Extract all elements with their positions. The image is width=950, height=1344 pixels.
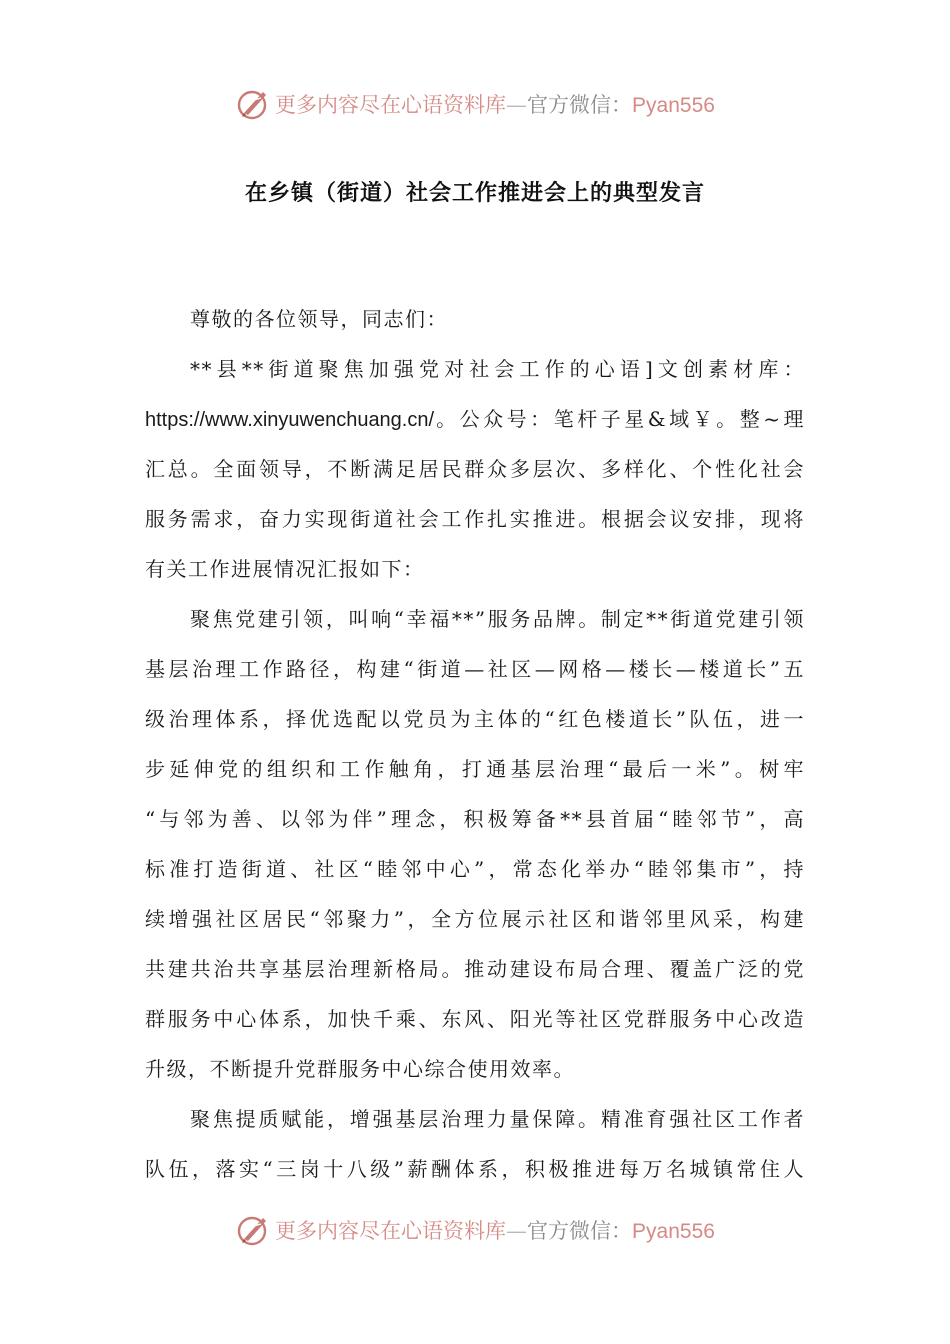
watermark-dash: — bbox=[506, 93, 528, 117]
text-line: 升级，不断提升党群服务中心综合使用效率。 bbox=[145, 1057, 575, 1081]
text-line: 有关工作进展情况汇报如下： bbox=[145, 557, 425, 581]
text-line-url-rest: 。公众号：笔杆子星&域￥。整~理 bbox=[434, 407, 805, 431]
watermark-site-text: 更多内容尽在心语资料库 bbox=[275, 93, 507, 117]
text-line: **县**街道聚焦加强党对社会工作的心语]文创素材库： bbox=[190, 357, 805, 381]
watermark-wechat-label: 官方微信： bbox=[527, 93, 633, 117]
text-line: 标准打造街道、社区“睦邻中心”，常态化举办“睦邻集市”，持 bbox=[145, 857, 805, 881]
text-line: 聚焦党建引领，叫响“幸福**”服务品牌。制定**街道党建引领 bbox=[190, 607, 805, 631]
text-line: 群服务中心体系，加快千乘、东风、阳光等社区党群服务中心改造 bbox=[145, 1007, 805, 1031]
text-line: 基层治理工作路径，构建“街道—社区—网格—楼长—楼道长”五 bbox=[145, 657, 805, 681]
salutation-line: 尊敬的各位领导，同志们： bbox=[190, 307, 448, 331]
text-line: 续增强社区居民“邻聚力”，全方位展示社区和谐邻里风采，构建 bbox=[145, 907, 805, 931]
watermark-dash: — bbox=[506, 1219, 528, 1243]
text-line: 共建共治共享基层治理新格局。推动建设布局合理、覆盖广泛的党 bbox=[145, 957, 805, 981]
quill-logo-icon bbox=[235, 1212, 271, 1248]
watermark-wechat-id: Pyan556 bbox=[632, 1220, 715, 1243]
quill-logo-icon bbox=[235, 86, 271, 122]
watermark-text bbox=[275, 1215, 715, 1245]
watermark-header bbox=[0, 82, 950, 126]
text-line: 级治理体系，择优选配以党员为主体的“红色楼道长”队伍，进一 bbox=[145, 707, 805, 731]
watermark-wechat-id: Pyan556 bbox=[632, 94, 715, 117]
watermark-site-text: 更多内容尽在心语资料库 bbox=[275, 1219, 507, 1243]
watermark-footer bbox=[0, 1208, 950, 1252]
watermark-text bbox=[275, 89, 715, 119]
text-line: 步延伸党的组织和工作触角，打通基层治理“最后一米”。树牢 bbox=[145, 757, 805, 781]
text-line-url bbox=[145, 394, 805, 444]
text-line: 聚焦提质赋能，增强基层治理力量保障。精准育强社区工作者 bbox=[190, 1107, 805, 1131]
text-line: 服务需求，奋力实现街道社会工作扎实推进。根据会议安排，现将 bbox=[145, 507, 805, 531]
text-line: 队伍，落实“三岗十八级”薪酬体系，积极推进每万名城镇常住人 bbox=[145, 1157, 805, 1181]
document-title: 在乡镇（街道）社会工作推进会上的典型发言 bbox=[244, 181, 705, 206]
watermark-wechat-label: 官方微信： bbox=[527, 1219, 633, 1243]
text-line: “与邻为善、以邻为伴”理念，积极筹备**县首届“睦邻节”，高 bbox=[145, 807, 805, 831]
website-url: https://www.xinyuwenchuang.cn/ bbox=[145, 409, 435, 431]
document-body bbox=[145, 294, 805, 1194]
text-line: 汇总。全面领导，不断满足居民群众多层次、多样化、个性化社会 bbox=[145, 457, 805, 481]
